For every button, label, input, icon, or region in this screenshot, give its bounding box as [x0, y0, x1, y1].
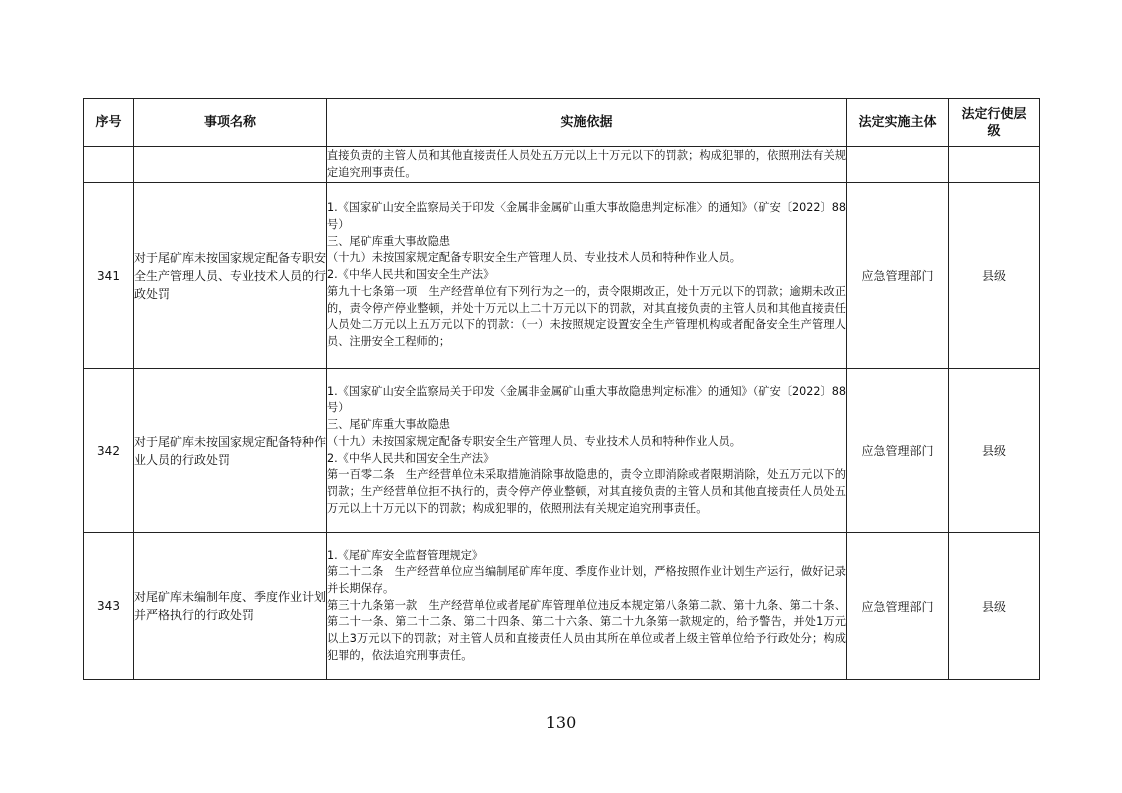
basis-paragraph: 第二十二条 生产经营单位应当编制尾矿库年度、季度作业计划，严格按照作业计划生产运行，做好记录并长期保存。	[327, 565, 846, 595]
cell-basis	[327, 183, 847, 369]
basis-paragraph: 第三十九条第一款 生产经营单位或者尾矿库管理单位违反本规定第八条第二款、第十九条、第二十条、第二十一条、第二十二条、第二十四条、第二十六条、第二十九条第一款规定的，给予警告，并处1万元以上3万元以下的罚款；对主管人员和直接责任人员由其所在单位或者上级主管单位给予行政处分；构成犯罪的，依法追究刑事责任。	[327, 598, 846, 662]
header-name: 事项名称	[134, 99, 327, 147]
cell-subject: 应急管理部门	[847, 533, 949, 680]
basis-paragraph: 1.《尾矿库安全监督管理规定》	[327, 548, 484, 562]
cell-subject: 应急管理部门	[847, 369, 949, 533]
cell-name: 对于尾矿库未按国家规定配备专职安全生产管理人员、专业技术人员的行政处罚	[134, 183, 327, 369]
cell-name	[134, 147, 327, 183]
table-row	[84, 183, 1040, 369]
cell-basis	[327, 533, 847, 680]
basis-paragraph: （十九）未按国家规定配备专职安全生产管理人员、专业技术人员和特种作业人员。	[327, 434, 741, 448]
basis-paragraph: 第一百零二条 生产经营单位未采取措施消除事故隐患的，责令立即消除或者限期消除，处五万元以下的罚款；生产经营单位拒不执行的，责令停产停业整顿，对其直接负责的主管人员和其他直接责任人员处五万元以上十万元以下的罚款；构成犯罪的，依照刑法有关规定追究刑事责任。	[327, 468, 846, 515]
cell-no: 342	[84, 369, 134, 533]
header-level: 法定行使层级	[949, 99, 1040, 147]
basis-paragraph: （十九）未按国家规定配备专职安全生产管理人员、专业技术人员和特种作业人员。	[327, 251, 741, 265]
table-header-row	[84, 99, 1040, 147]
cell-no	[84, 147, 134, 183]
cell-subject	[847, 147, 949, 183]
basis-paragraph: 三、尾矿库重大事故隐患	[327, 418, 451, 432]
cell-level: 县级	[949, 533, 1040, 680]
cell-subject: 应急管理部门	[847, 183, 949, 369]
basis-paragraph: 1.《国家矿山安全监察局关于印发〈金属非金属矿山重大事故隐患判定标准〉的通知》（矿安〔2022〕88号）	[327, 201, 846, 232]
cell-level	[949, 147, 1040, 183]
cell-no: 343	[84, 533, 134, 680]
cell-no: 341	[84, 183, 134, 369]
table-row	[84, 533, 1040, 680]
header-subject: 法定实施主体	[847, 99, 949, 147]
page-number: 130	[545, 713, 577, 732]
header-no: 序号	[84, 99, 134, 147]
cell-name: 对尾矿库未编制年度、季度作业计划并严格执行的行政处罚	[134, 533, 327, 680]
basis-paragraph: 1.《国家矿山安全监察局关于印发〈金属非金属矿山重大事故隐患判定标准〉的通知》（矿安〔2022〕88号）	[327, 384, 846, 415]
basis-paragraph: 2.《中华人民共和国安全生产法》	[327, 451, 495, 465]
cell-level: 县级	[949, 183, 1040, 369]
table-row-continuation	[84, 147, 1040, 183]
basis-paragraph: 直接负责的主管人员和其他直接责任人员处五万元以上十万元以下的罚款；构成犯罪的，依照刑法有关规定追究刑事责任。	[327, 148, 846, 179]
cell-basis	[327, 147, 847, 183]
cell-basis	[327, 369, 847, 533]
items-table	[83, 98, 1040, 680]
header-basis: 实施依据	[327, 99, 847, 147]
basis-paragraph: 第九十七条第一项 生产经营单位有下列行为之一的，责令限期改正，处十万元以下的罚款；逾期未改正的，责令停产停业整顿，并处十万元以上二十万元以下的罚款，对其直接负责的主管人员和其他直接责任人员处二万元以上五万元以下的罚款：（一）未按照规定设置安全生产管理机构或者配备安全生产管理人员、注册安全工程师的；	[327, 284, 846, 348]
basis-paragraph: 2.《中华人民共和国安全生产法》	[327, 268, 495, 282]
cell-level: 县级	[949, 369, 1040, 533]
cell-name: 对于尾矿库未按国家规定配备特种作业人员的行政处罚	[134, 369, 327, 533]
basis-paragraph: 三、尾矿库重大事故隐患	[327, 234, 451, 248]
table-row	[84, 369, 1040, 533]
